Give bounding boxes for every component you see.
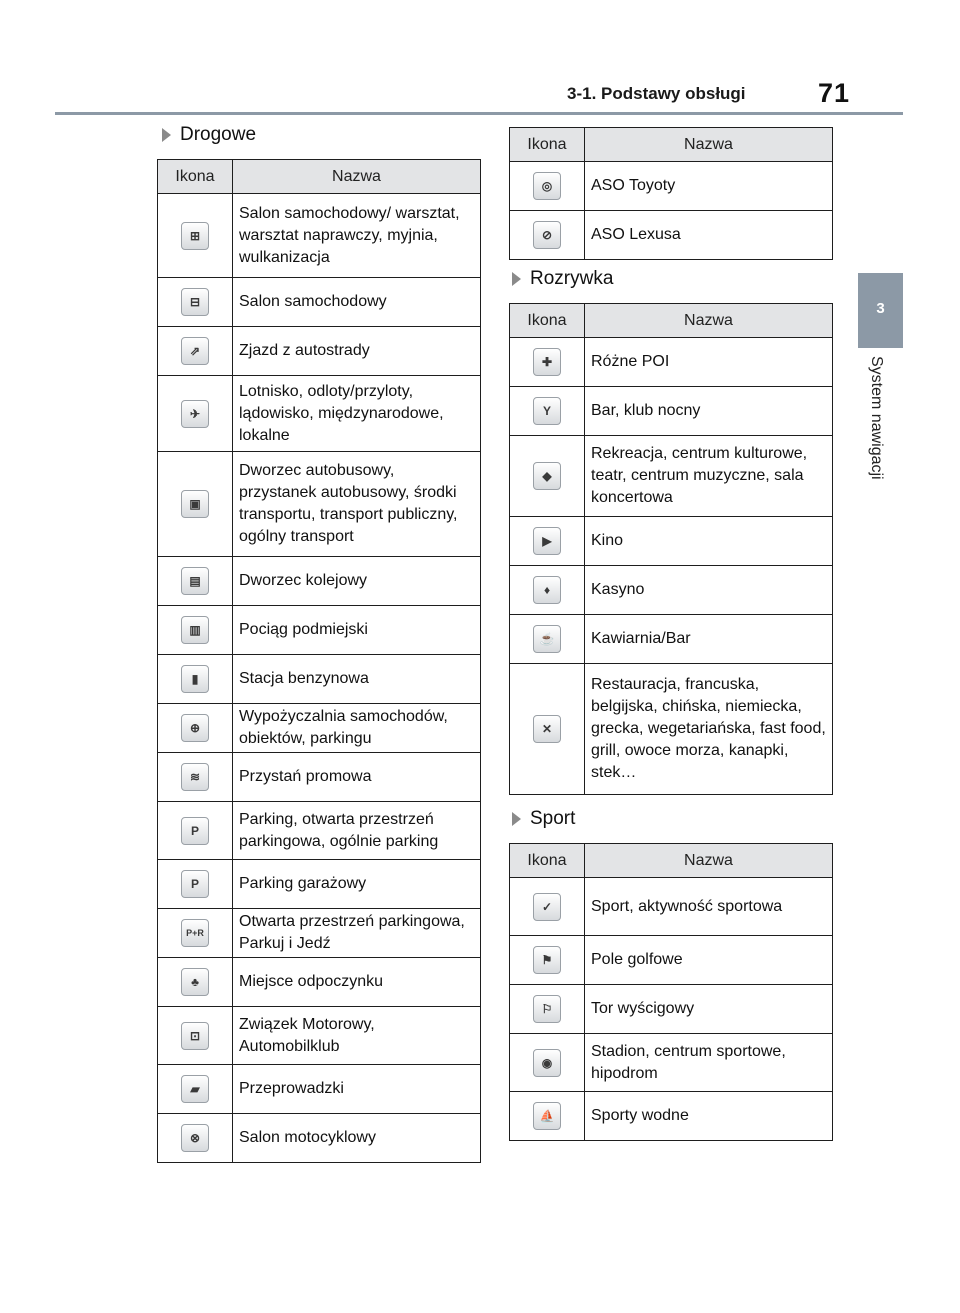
table-row <box>158 278 481 327</box>
name-cell: Dworzec kolejowy <box>233 557 481 606</box>
icon-cell <box>510 211 585 260</box>
toyota-logo-icon: ◎ <box>533 172 561 200</box>
section-title: Drogowe <box>180 124 257 145</box>
car-dealer-icon: ⊟ <box>181 288 209 316</box>
table-row <box>158 704 481 753</box>
stadium-icon: ◉ <box>533 1049 561 1077</box>
name-cell: Pociąg podmiejski <box>233 606 481 655</box>
chapter-number: 3 <box>876 300 885 317</box>
table-body <box>158 194 481 1163</box>
table-row <box>158 452 481 557</box>
name-cell: Salon motocyklowy <box>233 1114 481 1163</box>
name-cell: Salon samochodowy <box>233 278 481 327</box>
name-cell: Parking, otwarta przestrzeń parkingowa, ogólnie parking <box>233 802 481 860</box>
name-cell: Kasyno <box>585 566 833 615</box>
table-body <box>510 338 833 795</box>
golf-course-icon: ⚑ <box>533 946 561 974</box>
name-cell: Stadion, centrum sportowe, hipodrom <box>585 1034 833 1092</box>
name-cell: Tor wyścigowy <box>585 985 833 1034</box>
airplane-icon: ✈ <box>181 400 209 428</box>
table-row <box>158 1114 481 1163</box>
table-row <box>510 878 833 936</box>
name-cell: Kino <box>585 517 833 566</box>
table-row <box>510 436 833 517</box>
icon-cell <box>158 860 233 909</box>
name-cell: Stacja benzynowa <box>233 655 481 704</box>
table-row <box>510 985 833 1034</box>
section-heading-rozrywka <box>512 268 613 290</box>
table-row <box>510 1034 833 1092</box>
table-row <box>510 1092 833 1141</box>
icon-cell <box>510 387 585 436</box>
icon-cell <box>158 557 233 606</box>
race-track-icon: ⚐ <box>533 995 561 1023</box>
rest-area-icon: ♣ <box>181 968 209 996</box>
name-cell: Przeprowadzki <box>233 1065 481 1114</box>
name-cell: Sport, aktywność sportowa <box>585 878 833 936</box>
commuter-train-icon: ▥ <box>181 616 209 644</box>
icon-cell <box>158 327 233 376</box>
cocktail-icon: Y <box>533 397 561 425</box>
table-row <box>510 517 833 566</box>
table-row <box>510 936 833 985</box>
train-station-icon: ▤ <box>181 567 209 595</box>
name-cell: Rekreacja, centrum kulturowe, teatr, centrum muzyczne, sala koncertowa <box>585 436 833 517</box>
icon-cell <box>158 753 233 802</box>
table-row <box>510 162 833 211</box>
auto-club-icon: ⊡ <box>181 1022 209 1050</box>
icon-cell <box>510 162 585 211</box>
name-cell: Pole golfowe <box>585 936 833 985</box>
chapter-label: System nawigacji <box>868 356 885 480</box>
table-row <box>158 376 481 452</box>
column-header-name: Nazwa <box>585 844 833 878</box>
icon-cell <box>158 194 233 278</box>
park-and-ride-icon: P+R <box>181 919 209 947</box>
fuel-pump-icon: ▮ <box>181 665 209 693</box>
name-cell: Lotnisko, odloty/przyloty, lądowisko, międzynarodowe, lokalne <box>233 376 481 452</box>
theatre-icon: ◆ <box>533 462 561 490</box>
highway-exit-icon: ⇗ <box>181 337 209 365</box>
icon-cell <box>158 1007 233 1065</box>
column-header-name: Nazwa <box>585 304 833 338</box>
name-cell: Sporty wodne <box>585 1092 833 1141</box>
film-camera-icon: ▶ <box>533 527 561 555</box>
table-row <box>158 1007 481 1065</box>
table-rozrywka <box>509 303 833 795</box>
table-row <box>158 1065 481 1114</box>
table-row <box>510 664 833 795</box>
name-cell: Salon samochodowy/ warsztat, warsztat naprawczy, myjnia, wulkanizacja <box>233 194 481 278</box>
name-cell: Wypożyczalnia samochodów, obiektów, parkingu <box>233 704 481 753</box>
table-body <box>510 878 833 1141</box>
section-heading-drogowe <box>162 124 256 146</box>
garage-parking-icon: P <box>181 870 209 898</box>
icon-cell <box>510 338 585 387</box>
name-cell: ASO Lexusa <box>585 211 833 260</box>
motorcycle-icon: ⊗ <box>181 1124 209 1152</box>
name-cell: Parking garażowy <box>233 860 481 909</box>
icon-cell <box>158 704 233 753</box>
name-cell: Związek Motorowy, Automobilklub <box>233 1007 481 1065</box>
icon-cell <box>510 566 585 615</box>
name-cell: Bar, klub nocny <box>585 387 833 436</box>
header-divider <box>55 112 903 115</box>
name-cell: Miejsce odpoczynku <box>233 958 481 1007</box>
table-row <box>510 387 833 436</box>
icon-cell <box>510 664 585 795</box>
name-cell: ASO Toyoty <box>585 162 833 211</box>
table-body <box>510 162 833 260</box>
icon-cell <box>510 985 585 1034</box>
column-header-name: Nazwa <box>585 128 833 162</box>
name-cell: Przystań promowa <box>233 753 481 802</box>
water-sports-icon: ⛵ <box>533 1102 561 1130</box>
icon-cell <box>158 1114 233 1163</box>
icon-cell <box>510 1092 585 1141</box>
column-header-icon: Ikona <box>510 304 585 338</box>
column-header-icon: Ikona <box>510 128 585 162</box>
table-row <box>158 860 481 909</box>
bullet-triangle-icon <box>512 812 521 826</box>
sport-activity-icon: ✓ <box>533 893 561 921</box>
various-poi-icon: ✚ <box>533 348 561 376</box>
column-header-icon: Ikona <box>158 160 233 194</box>
table-row <box>510 211 833 260</box>
table-row <box>158 802 481 860</box>
table-dealers <box>509 127 833 260</box>
icon-cell <box>158 802 233 860</box>
name-cell: Różne POI <box>585 338 833 387</box>
table-row <box>158 606 481 655</box>
table-row <box>158 194 481 278</box>
table-row <box>158 557 481 606</box>
coffee-cup-icon: ☕ <box>533 625 561 653</box>
lexus-logo-icon: ⊘ <box>533 221 561 249</box>
icon-cell <box>158 909 233 958</box>
name-cell: Dworzec autobusowy, przystanek autobusowy, środki transportu, transport publiczny, ogólny transport <box>233 452 481 557</box>
icon-cell <box>510 436 585 517</box>
moving-truck-icon: ▰ <box>181 1075 209 1103</box>
column-header-name: Nazwa <box>233 160 481 194</box>
table-row <box>158 958 481 1007</box>
page-number: 71 <box>818 78 851 108</box>
icon-cell <box>158 655 233 704</box>
name-cell: Restauracja, francuska, belgijska, chińska, niemiecka, grecka, wegetariańska, fast food, grill, owoce morza, kanapki, stek… <box>585 664 833 795</box>
page-header-title: 3-1. Podstawy obsługi <box>567 84 746 103</box>
bullet-triangle-icon <box>162 128 171 142</box>
icon-cell <box>510 1034 585 1092</box>
icon-cell <box>158 452 233 557</box>
section-heading-sport <box>512 808 575 830</box>
casino-icon: ♦ <box>533 576 561 604</box>
section-title: Sport <box>530 808 576 829</box>
icon-cell <box>158 376 233 452</box>
table-row <box>158 753 481 802</box>
bullet-triangle-icon <box>512 272 521 286</box>
section-title: Rozrywka <box>530 268 614 289</box>
restaurant-icon: ✕ <box>533 715 561 743</box>
icon-cell <box>510 615 585 664</box>
icon-cell <box>510 878 585 936</box>
car-rental-icon: ⊕ <box>181 714 209 742</box>
parking-icon: P <box>181 817 209 845</box>
icon-cell <box>158 606 233 655</box>
car-service-icon: ⊞ <box>181 222 209 250</box>
table-row <box>510 338 833 387</box>
name-cell: Kawiarnia/Bar <box>585 615 833 664</box>
name-cell: Otwarta przestrzeń parkingowa, Parkuj i Jedź <box>233 909 481 958</box>
column-header-icon: Ikona <box>510 844 585 878</box>
table-row <box>510 566 833 615</box>
icon-cell <box>158 958 233 1007</box>
table-drogowe <box>157 159 481 1163</box>
name-cell: Zjazd z autostrady <box>233 327 481 376</box>
icon-cell <box>158 1065 233 1114</box>
icon-cell <box>510 936 585 985</box>
table-row <box>158 655 481 704</box>
ferry-icon: ≋ <box>181 763 209 791</box>
table-row <box>158 327 481 376</box>
table-row <box>158 909 481 958</box>
icon-cell <box>158 278 233 327</box>
table-row <box>510 615 833 664</box>
icon-cell <box>510 517 585 566</box>
bus-icon: ▣ <box>181 490 209 518</box>
table-sport <box>509 843 833 1141</box>
